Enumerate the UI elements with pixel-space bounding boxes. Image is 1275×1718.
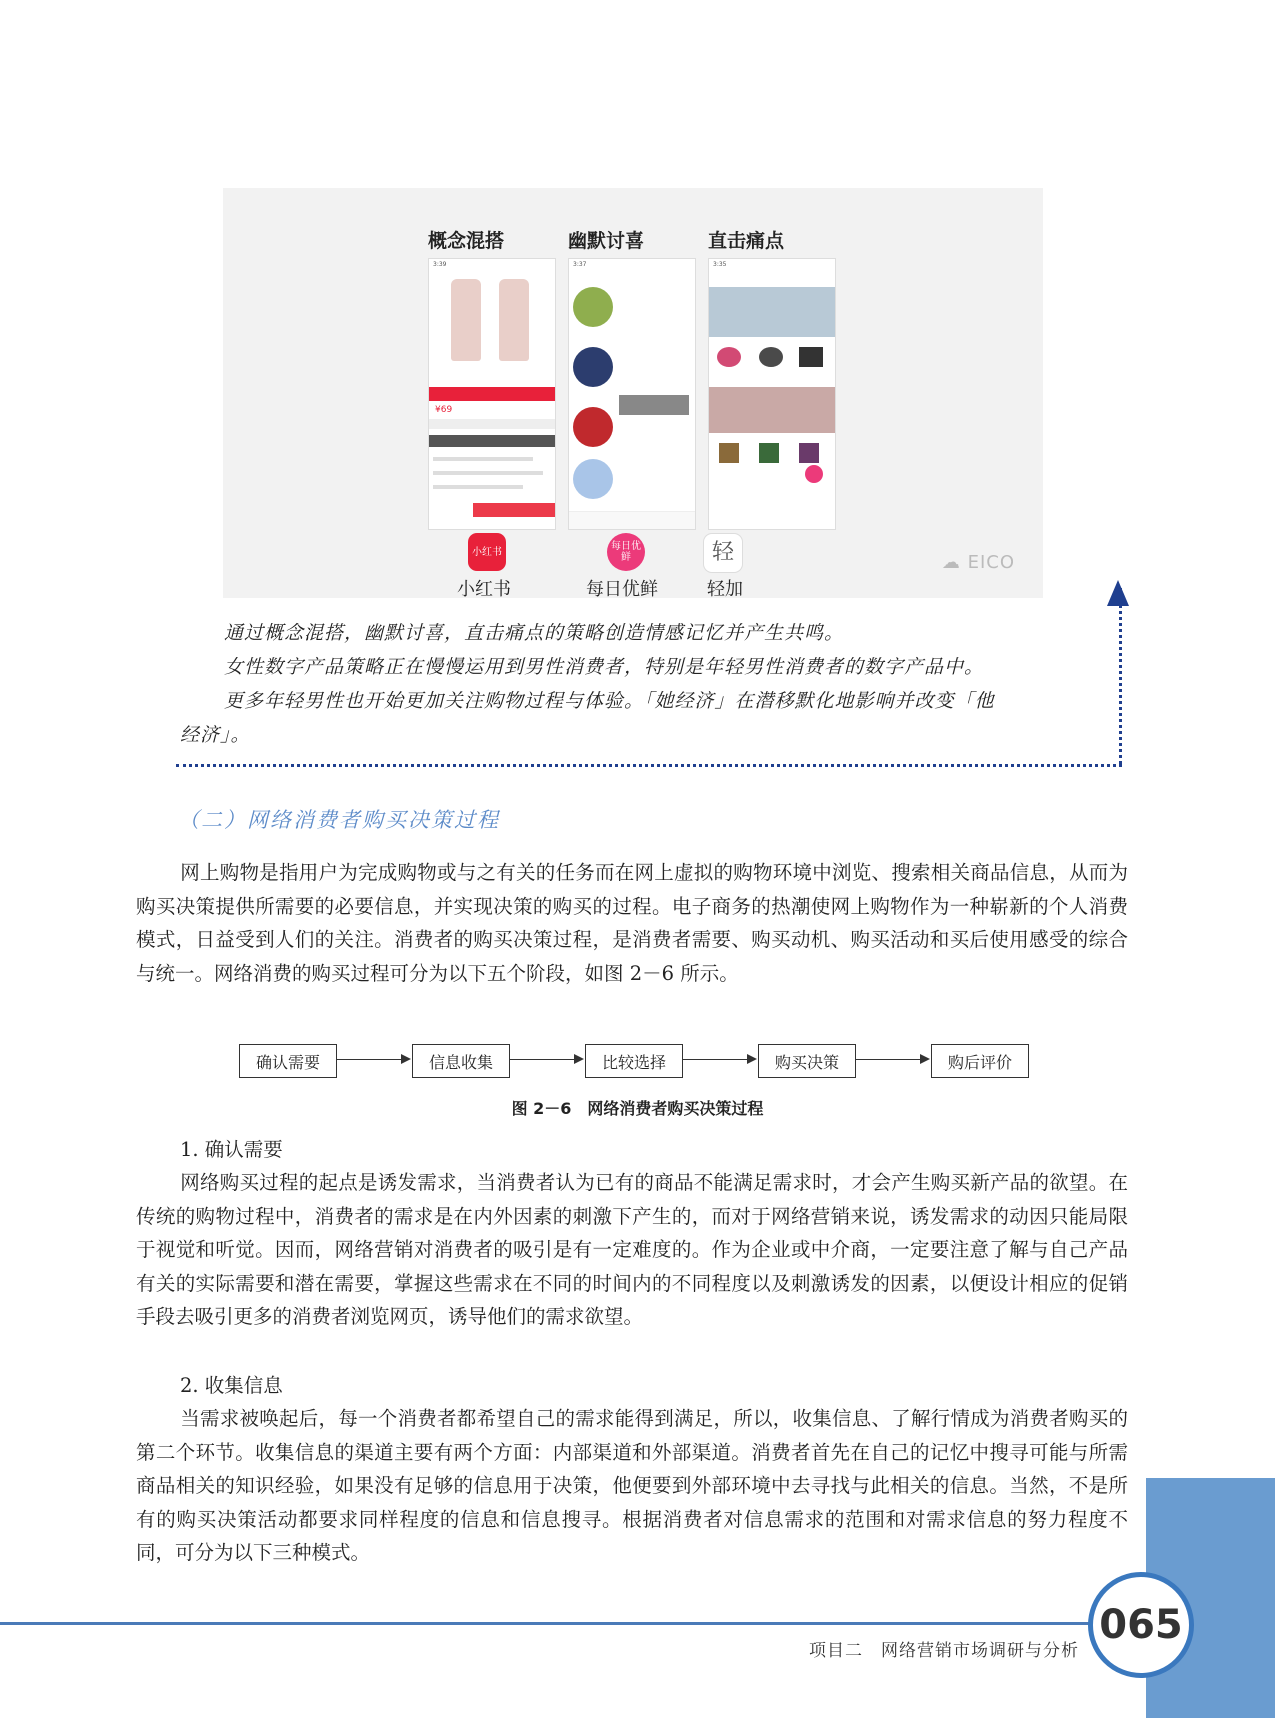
watermark: ☁ EICO (941, 552, 1015, 573)
missfresh-app-icon: 每日优鲜 (607, 533, 645, 571)
page-number: 065 (1088, 1572, 1194, 1678)
flow-arrow (510, 1059, 582, 1060)
item-heading: 1. 确认需要 (180, 1138, 283, 1161)
qingjia-app-icon: 轻 (703, 533, 743, 573)
fruit-image (573, 287, 613, 327)
status-bar: 3:37 (573, 261, 587, 268)
price-label: ¥69 (435, 405, 453, 415)
decorative-square (1150, 1516, 1160, 1526)
item-paragraph: 当需求被唤起后，每一个消费者都希望自己的需求能得到满足，所以，收集信息、了解行情成为消费者购买的第二个环节。收集信息的渠道主要有两个方面：内部渠道和外部渠道。消费者首先在自己的记忆中搜寻可能与所需商品相关的知识经验，如果没有足够的信息用于决策，他便要到外部环境中去寻找与此相关的信息。当然，不是所有的购买决策活动都要求同样程度的信息和信息搜寻。根据消费者对信息需求的范围和对需求信息的努力程度不同，可分为以下三种模式。 (136, 1407, 1128, 1564)
bottle-image (451, 279, 481, 361)
quote-line: 通过概念混搭，幽默讨喜，直击痛点的策略创造情感记忆并产生共鸣。 (224, 622, 845, 644)
section-heading: （二）网络消费者购买决策过程 (178, 808, 500, 832)
fruit-image (573, 407, 613, 447)
promo-banner (429, 387, 555, 401)
status-bar: 3:39 (433, 261, 447, 268)
app-name-missfresh: 每日优鲜 (586, 579, 658, 600)
app-name-qingjia: 轻加 (707, 579, 743, 600)
flow-step-1: 确认需要 (239, 1044, 337, 1078)
flow-step-2: 信息收集 (412, 1044, 510, 1078)
col-title-humor: 幽默讨喜 (568, 230, 645, 252)
app-strategy-figure (223, 188, 1043, 598)
footer-rule (0, 1622, 1100, 1625)
app-name-xiaohongshu: 小红书 (457, 579, 511, 600)
fruit-image (573, 459, 613, 499)
flow-step-5: 购后评价 (931, 1044, 1029, 1078)
flow-arrow (683, 1059, 755, 1060)
intro-paragraph: 网上购物是指用户为完成购物或与之有关的任务而在网上虚拟的购物环境中浏览、搜索相关商品信息，从而为购买决策提供所需要的必要信息，并实现决策的购买的过程。电子商务的热潮使网上购物作为一种崭新的个人消费模式，日益受到人们的关注。消费者的购买决策过程，是消费者需要、购买动机、购买活动和买后使用感受的综合与统一。网络消费的购买过程可分为以下五个阶段，如图 2－6 所示。 (136, 861, 1128, 985)
col-title-painpoint: 直击痛点 (708, 230, 785, 252)
flow-step-4: 购买决策 (758, 1044, 856, 1078)
phone-screenshot-xiaohongshu (428, 258, 556, 530)
quote-line: 经济」。 (180, 724, 251, 746)
chapter-title: 项目二 网络营销市场调研与分析 (809, 1641, 1079, 1661)
fitness-banner (709, 287, 835, 337)
buy-button (473, 503, 555, 517)
fruit-image (573, 347, 613, 387)
status-bar: 3:35 (713, 261, 727, 268)
decorative-block (1146, 1530, 1184, 1568)
flow-arrow (856, 1059, 928, 1060)
phone-screenshot-missfresh (568, 258, 696, 530)
item-paragraph: 网络购买过程的起点是诱发需求，当消费者认为已有的商品不能满足需求时，才会产生购买新产品的欲望。在传统的购物过程中，消费者的需求是在内外因素的刺激下产生的，而对于网络营销来说，诱发需求的动因只能局限于视觉和听觉。因而，网络营销对消费者的吸引是有一定难度的。作为企业或中介商，一定要注意了解与自己产品有关的实际需要和潜在需要，掌握这些需求在不同的时间内的不同程度以及刺激诱发的因素，以便设计相应的促销手段去吸引更多的消费者浏览网页，诱导他们的需求欲望。 (136, 1171, 1128, 1328)
wechat-icon: ☁ (941, 552, 968, 573)
bottle-image (499, 279, 529, 361)
arrow-up-icon (1107, 580, 1129, 606)
item-heading: 2. 收集信息 (180, 1374, 283, 1397)
phone-screenshot-qingjia (708, 258, 836, 530)
quote-line: 更多年轻男性也开始更加关注购物过程与体验。「她经济」在潜移默化地影响并改变「他 (224, 690, 995, 712)
flow-arrow (337, 1059, 409, 1060)
col-title-concept: 概念混搭 (428, 230, 505, 252)
quote-line: 女性数字产品策略正在慢慢运用到男性消费者，特别是年轻男性消费者的数字产品中。 (224, 656, 985, 678)
xiaohongshu-app-icon: 小红书 (468, 533, 506, 571)
food-banner (709, 387, 835, 433)
figure-caption: 图 2－6 网络消费者购买决策过程 (511, 1099, 764, 1118)
flow-step-3: 比较选择 (585, 1044, 683, 1078)
